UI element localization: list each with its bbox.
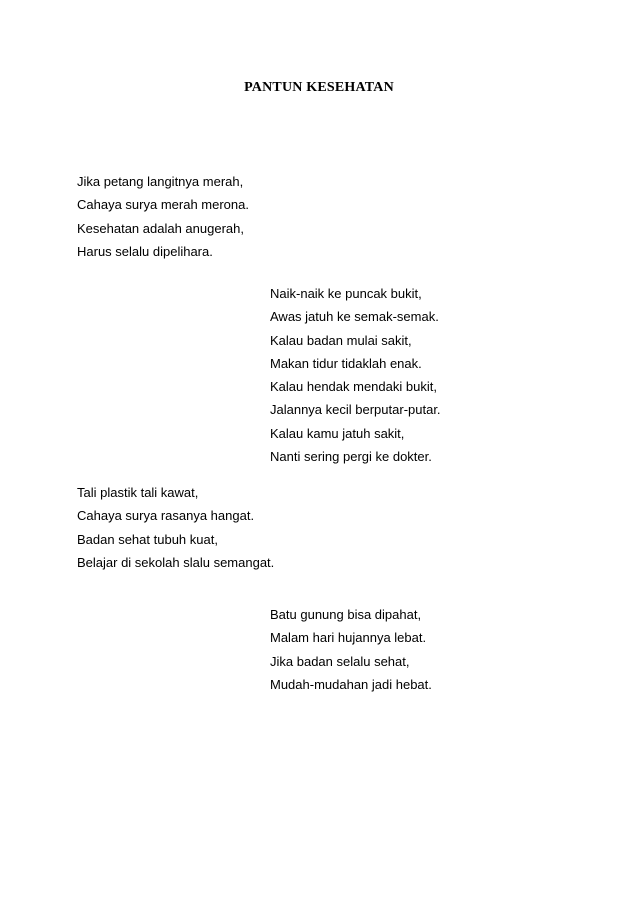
- stanza-line: Kalau kamu jatuh sakit,: [270, 425, 405, 441]
- stanza-4: [270, 603, 432, 696]
- stanza-line: Badan sehat tubuh kuat,: [77, 531, 218, 547]
- page-title: PANTUN KESEHATAN: [244, 80, 394, 95]
- stanza-line: Tali plastik tali kawat,: [77, 485, 199, 500]
- stanza-line: Kalau hendak mendaki bukit,: [270, 379, 437, 395]
- stanza-line: Naik-naik ke puncak bukit,: [270, 286, 422, 301]
- stanza-line: Malam hari hujannya lebat.: [270, 630, 427, 646]
- stanza-line: Batu gunung bisa dipahat,: [270, 607, 422, 622]
- stanza-line: Kesehatan adalah anugerah,: [77, 220, 244, 236]
- stanza-line: Mudah-mudahan jadi hebat.: [270, 676, 432, 692]
- stanza-2: [270, 282, 441, 468]
- stanza-line: Awas jatuh ke semak-semak.: [270, 309, 439, 325]
- stanza-line: Jika badan selalu sehat,: [270, 653, 410, 669]
- stanza-line: Harus selalu dipelihara.: [77, 243, 213, 259]
- stanza-line: Jalannya kecil berputar-putar.: [270, 402, 441, 418]
- stanza-line: Nanti sering pergi ke dokter.: [270, 449, 432, 465]
- stanza-line: Jika petang langitnya merah,: [77, 174, 244, 189]
- stanza-1: [77, 170, 249, 263]
- stanza-line: Kalau badan mulai sakit,: [270, 332, 412, 348]
- stanza-line: Makan tidur tidaklah enak.: [270, 355, 422, 371]
- stanza-line: Belajar di sekolah slalu semangat.: [77, 554, 275, 570]
- stanza-3: [77, 481, 274, 574]
- stanza-line: Cahaya surya rasanya hangat.: [77, 508, 255, 524]
- stanza-line: Cahaya surya merah merona.: [77, 197, 249, 213]
